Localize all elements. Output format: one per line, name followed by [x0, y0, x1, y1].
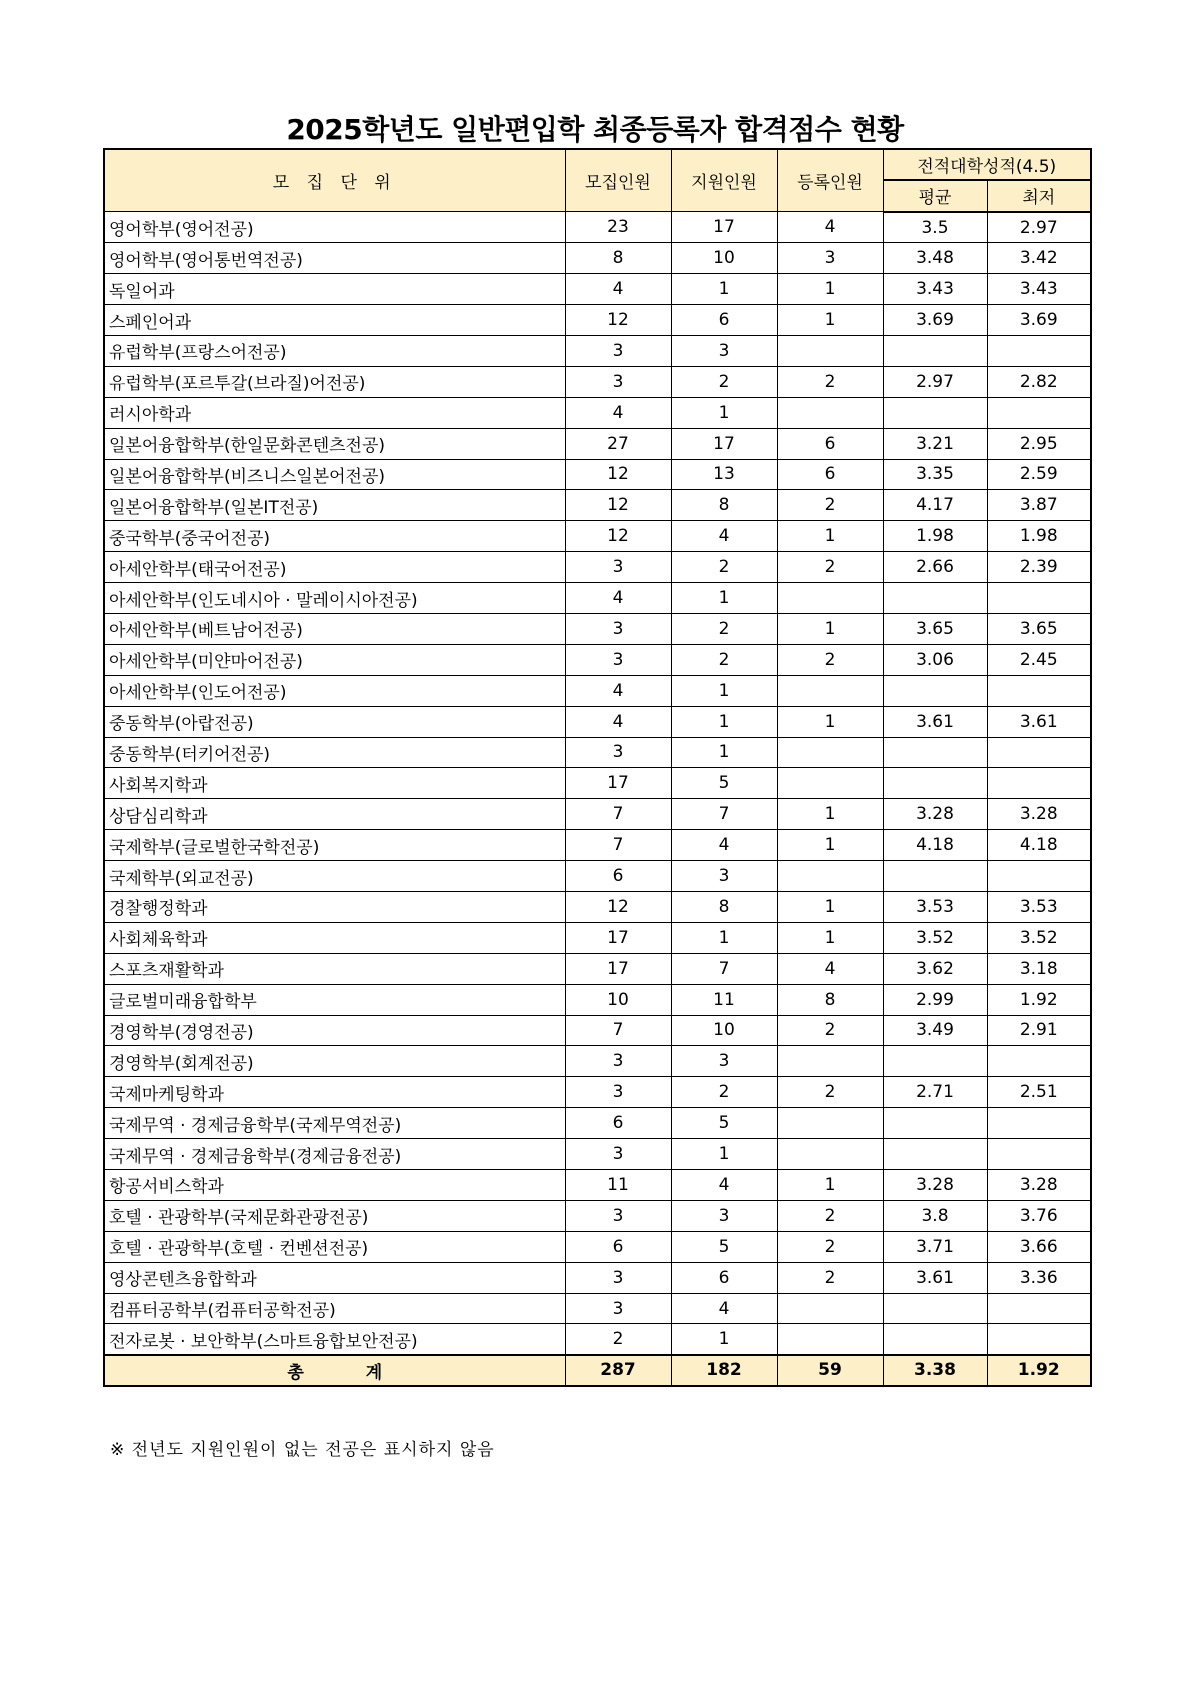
table-row [104, 366, 1091, 397]
cell-min [987, 737, 1091, 768]
cell-enrolled [777, 335, 883, 366]
table-row [104, 243, 1091, 274]
cell-enrolled: 1 [777, 613, 883, 644]
cell-unit-name: 국제마케팅학과 [104, 1077, 565, 1108]
cell-min: 3.87 [987, 490, 1091, 521]
cell-recruit: 3 [565, 1200, 671, 1231]
cell-enrolled [777, 861, 883, 892]
cell-recruit: 3 [565, 366, 671, 397]
cell-enrolled: 8 [777, 984, 883, 1015]
cell-enrolled: 1 [777, 799, 883, 830]
cell-unit-name: 러시아학과 [104, 397, 565, 428]
cell-enrolled: 2 [777, 366, 883, 397]
cell-unit-name: 컴퓨터공학부(컴퓨터공학전공) [104, 1293, 565, 1324]
table-header [104, 149, 1091, 212]
cell-applied: 5 [671, 1108, 777, 1139]
cell-enrolled: 2 [777, 1262, 883, 1293]
cell-min: 2.95 [987, 428, 1091, 459]
cell-unit-name: 중동학부(아랍전공) [104, 706, 565, 737]
cell-applied: 4 [671, 1170, 777, 1201]
cell-recruit: 11 [565, 1170, 671, 1201]
cell-applied: 3 [671, 1046, 777, 1077]
cell-min [987, 583, 1091, 614]
header-recruit: 모집인원 [565, 149, 671, 212]
cell-min: 2.82 [987, 366, 1091, 397]
cell-applied: 4 [671, 830, 777, 861]
cell-unit-name: 사회체육학과 [104, 922, 565, 953]
cell-applied: 3 [671, 335, 777, 366]
cell-recruit: 3 [565, 1262, 671, 1293]
cell-unit-name: 전자로봇 · 보안학부(스마트융합보안전공) [104, 1324, 565, 1355]
cell-recruit: 4 [565, 706, 671, 737]
cell-min [987, 675, 1091, 706]
cell-applied: 17 [671, 212, 777, 243]
cell-unit-name: 호텔 · 관광학부(호텔 · 컨벤션전공) [104, 1231, 565, 1262]
cell-recruit: 3 [565, 1139, 671, 1170]
cell-recruit: 17 [565, 768, 671, 799]
cell-min [987, 861, 1091, 892]
cell-applied: 1 [671, 922, 777, 953]
cell-unit-name: 아세안학부(인도네시아 · 말레이시아전공) [104, 583, 565, 614]
cell-avg: 3.53 [883, 891, 987, 922]
cell-unit-name: 일본어융합학부(비즈니스일본어전공) [104, 459, 565, 490]
header-applied: 지원인원 [671, 149, 777, 212]
cell-min [987, 1046, 1091, 1077]
cell-avg: 3.28 [883, 799, 987, 830]
cell-recruit: 23 [565, 212, 671, 243]
cell-avg: 3.43 [883, 274, 987, 305]
table-row [104, 1231, 1091, 1262]
table-row [104, 891, 1091, 922]
cell-recruit: 3 [565, 335, 671, 366]
cell-min: 3.53 [987, 891, 1091, 922]
cell-recruit: 12 [565, 305, 671, 336]
cell-applied: 1 [671, 274, 777, 305]
cell-applied: 10 [671, 1015, 777, 1046]
cell-avg: 3.71 [883, 1231, 987, 1262]
table-row [104, 459, 1091, 490]
header-gpa-group: 전적대학성적(4.5) [883, 149, 1091, 180]
cell-avg: 3.8 [883, 1200, 987, 1231]
table-row [104, 737, 1091, 768]
cell-unit-name: 스포츠재활학과 [104, 953, 565, 984]
cell-recruit: 3 [565, 1077, 671, 1108]
cell-recruit: 2 [565, 1324, 671, 1355]
cell-avg: 4.18 [883, 830, 987, 861]
cell-avg: 2.66 [883, 552, 987, 583]
header-avg: 평균 [883, 180, 987, 212]
cell-recruit: 17 [565, 922, 671, 953]
cell-avg: 2.99 [883, 984, 987, 1015]
cell-avg [883, 583, 987, 614]
cell-applied: 1 [671, 706, 777, 737]
cell-min: 3.18 [987, 953, 1091, 984]
cell-recruit: 4 [565, 274, 671, 305]
table-row [104, 768, 1091, 799]
cell-unit-name: 영어학부(영어전공) [104, 212, 565, 243]
total-recruit: 287 [565, 1355, 671, 1386]
cell-unit-name: 호텔 · 관광학부(국제문화관광전공) [104, 1200, 565, 1231]
cell-avg [883, 397, 987, 428]
cell-recruit: 7 [565, 830, 671, 861]
cell-applied: 4 [671, 521, 777, 552]
cell-avg [883, 1108, 987, 1139]
table-row [104, 613, 1091, 644]
cell-min: 2.91 [987, 1015, 1091, 1046]
cell-enrolled: 2 [777, 490, 883, 521]
cell-applied: 3 [671, 861, 777, 892]
header-min: 최저 [987, 180, 1091, 212]
cell-enrolled: 2 [777, 644, 883, 675]
cell-min [987, 397, 1091, 428]
cell-recruit: 3 [565, 613, 671, 644]
cell-enrolled: 1 [777, 891, 883, 922]
table-row [104, 583, 1091, 614]
table-row [104, 521, 1091, 552]
table-row [104, 644, 1091, 675]
total-enrolled: 59 [777, 1355, 883, 1386]
cell-enrolled: 1 [777, 521, 883, 552]
cell-applied: 1 [671, 1324, 777, 1355]
cell-avg: 3.65 [883, 613, 987, 644]
cell-enrolled [777, 675, 883, 706]
cell-avg [883, 1046, 987, 1077]
total-avg: 3.38 [883, 1355, 987, 1386]
cell-applied: 1 [671, 675, 777, 706]
cell-min [987, 768, 1091, 799]
cell-avg: 3.49 [883, 1015, 987, 1046]
cell-applied: 2 [671, 552, 777, 583]
cell-recruit: 3 [565, 737, 671, 768]
cell-applied: 2 [671, 366, 777, 397]
cell-avg [883, 1293, 987, 1324]
cell-applied: 3 [671, 1200, 777, 1231]
cell-avg: 2.97 [883, 366, 987, 397]
cell-min: 3.28 [987, 799, 1091, 830]
cell-unit-name: 영상콘텐츠융합학과 [104, 1262, 565, 1293]
cell-recruit: 7 [565, 799, 671, 830]
cell-avg: 3.61 [883, 1262, 987, 1293]
cell-avg: 3.48 [883, 243, 987, 274]
cell-min: 4.18 [987, 830, 1091, 861]
cell-recruit: 17 [565, 953, 671, 984]
cell-enrolled [777, 1324, 883, 1355]
table-row [104, 1139, 1091, 1170]
table-row [104, 274, 1091, 305]
table-row [104, 1108, 1091, 1139]
cell-min [987, 1324, 1091, 1355]
cell-unit-name: 일본어융합학부(한일문화콘텐츠전공) [104, 428, 565, 459]
cell-recruit: 27 [565, 428, 671, 459]
cell-applied: 4 [671, 1293, 777, 1324]
table-row [104, 830, 1091, 861]
total-applied: 182 [671, 1355, 777, 1386]
cell-recruit: 12 [565, 891, 671, 922]
cell-applied: 17 [671, 428, 777, 459]
cell-unit-name: 항공서비스학과 [104, 1170, 565, 1201]
cell-enrolled: 1 [777, 922, 883, 953]
cell-min: 3.28 [987, 1170, 1091, 1201]
cell-min: 3.69 [987, 305, 1091, 336]
cell-unit-name: 상담심리학과 [104, 799, 565, 830]
cell-recruit: 12 [565, 521, 671, 552]
cell-avg [883, 737, 987, 768]
header-unit: 모 집 단 위 [104, 149, 565, 212]
cell-unit-name: 국제학부(외교전공) [104, 861, 565, 892]
cell-applied: 2 [671, 613, 777, 644]
cell-unit-name: 글로벌미래융합학부 [104, 984, 565, 1015]
cell-min: 2.51 [987, 1077, 1091, 1108]
cell-recruit: 12 [565, 459, 671, 490]
table-row [104, 397, 1091, 428]
table-row [104, 922, 1091, 953]
cell-enrolled: 2 [777, 1015, 883, 1046]
cell-applied: 1 [671, 397, 777, 428]
cell-min: 2.45 [987, 644, 1091, 675]
cell-unit-name: 중동학부(터키어전공) [104, 737, 565, 768]
cell-unit-name: 유럽학부(포르투갈(브라질)어전공) [104, 366, 565, 397]
cell-applied: 7 [671, 953, 777, 984]
cell-enrolled: 3 [777, 243, 883, 274]
cell-applied: 8 [671, 891, 777, 922]
cell-unit-name: 경영학부(회계전공) [104, 1046, 565, 1077]
cell-recruit: 3 [565, 1046, 671, 1077]
cell-applied: 1 [671, 583, 777, 614]
table-body [104, 212, 1091, 1355]
cell-min [987, 1293, 1091, 1324]
cell-enrolled: 1 [777, 274, 883, 305]
cell-min: 3.43 [987, 274, 1091, 305]
cell-unit-name: 유럽학부(프랑스어전공) [104, 335, 565, 366]
cell-min: 3.66 [987, 1231, 1091, 1262]
cell-min: 3.36 [987, 1262, 1091, 1293]
cell-avg [883, 1139, 987, 1170]
cell-applied: 1 [671, 1139, 777, 1170]
cell-recruit: 6 [565, 1231, 671, 1262]
cell-recruit: 4 [565, 397, 671, 428]
cell-unit-name: 아세안학부(미얀마어전공) [104, 644, 565, 675]
table-row [104, 1324, 1091, 1355]
table-row [104, 1293, 1091, 1324]
cell-avg: 3.52 [883, 922, 987, 953]
cell-recruit: 3 [565, 1293, 671, 1324]
cell-min: 3.42 [987, 243, 1091, 274]
cell-avg: 3.35 [883, 459, 987, 490]
cell-avg: 3.5 [883, 212, 987, 243]
cell-applied: 10 [671, 243, 777, 274]
cell-avg: 4.17 [883, 490, 987, 521]
cell-applied: 13 [671, 459, 777, 490]
cell-min: 2.97 [987, 212, 1091, 243]
cell-unit-name: 중국학부(중국어전공) [104, 521, 565, 552]
cell-recruit: 4 [565, 675, 671, 706]
cell-applied: 2 [671, 644, 777, 675]
cell-unit-name: 아세안학부(태국어전공) [104, 552, 565, 583]
admission-score-table [103, 148, 1092, 1387]
cell-applied: 6 [671, 305, 777, 336]
cell-applied: 5 [671, 768, 777, 799]
table-row [104, 1200, 1091, 1231]
table-row [104, 428, 1091, 459]
cell-min: 3.52 [987, 922, 1091, 953]
cell-enrolled: 1 [777, 706, 883, 737]
cell-min [987, 1108, 1091, 1139]
cell-avg: 3.28 [883, 1170, 987, 1201]
cell-avg: 1.98 [883, 521, 987, 552]
cell-unit-name: 일본어융합학부(일본IT전공) [104, 490, 565, 521]
cell-applied: 5 [671, 1231, 777, 1262]
cell-applied: 7 [671, 799, 777, 830]
cell-recruit: 7 [565, 1015, 671, 1046]
table-row [104, 706, 1091, 737]
footnote: ※ 전년도 지원인원이 없는 전공은 표시하지 않음 [110, 1440, 495, 1460]
cell-enrolled: 1 [777, 830, 883, 861]
table-row [104, 799, 1091, 830]
cell-applied: 2 [671, 1077, 777, 1108]
table-row [104, 1046, 1091, 1077]
cell-min: 3.65 [987, 613, 1091, 644]
cell-min: 3.61 [987, 706, 1091, 737]
cell-avg: 3.62 [883, 953, 987, 984]
cell-enrolled [777, 1046, 883, 1077]
cell-unit-name: 사회복지학과 [104, 768, 565, 799]
cell-enrolled [777, 1108, 883, 1139]
cell-unit-name: 독일어과 [104, 274, 565, 305]
table-row [104, 953, 1091, 984]
cell-min [987, 1139, 1091, 1170]
table-row [104, 212, 1091, 243]
cell-recruit: 12 [565, 490, 671, 521]
table-row [104, 1077, 1091, 1108]
cell-unit-name: 경찰행정학과 [104, 891, 565, 922]
cell-recruit: 3 [565, 552, 671, 583]
cell-avg [883, 1324, 987, 1355]
cell-avg [883, 768, 987, 799]
cell-recruit: 6 [565, 861, 671, 892]
cell-applied: 8 [671, 490, 777, 521]
table-row [104, 675, 1091, 706]
cell-enrolled [777, 737, 883, 768]
cell-enrolled [777, 1139, 883, 1170]
table-row [104, 1262, 1091, 1293]
cell-min: 2.59 [987, 459, 1091, 490]
cell-min: 1.98 [987, 521, 1091, 552]
cell-applied: 1 [671, 737, 777, 768]
cell-unit-name: 국제학부(글로벌한국학전공) [104, 830, 565, 861]
cell-enrolled: 1 [777, 305, 883, 336]
cell-unit-name: 경영학부(경영전공) [104, 1015, 565, 1046]
cell-unit-name: 아세안학부(인도어전공) [104, 675, 565, 706]
cell-recruit: 3 [565, 644, 671, 675]
table-row [104, 552, 1091, 583]
cell-avg: 3.69 [883, 305, 987, 336]
cell-recruit: 4 [565, 583, 671, 614]
cell-recruit: 10 [565, 984, 671, 1015]
cell-avg: 3.06 [883, 644, 987, 675]
total-min: 1.92 [987, 1355, 1091, 1386]
cell-min: 3.76 [987, 1200, 1091, 1231]
cell-enrolled: 1 [777, 1170, 883, 1201]
cell-enrolled [777, 583, 883, 614]
cell-enrolled: 4 [777, 953, 883, 984]
cell-avg [883, 861, 987, 892]
cell-enrolled: 6 [777, 459, 883, 490]
cell-enrolled: 2 [777, 552, 883, 583]
table-row [104, 490, 1091, 521]
header-enrolled: 등록인원 [777, 149, 883, 212]
table-row [104, 335, 1091, 366]
cell-enrolled [777, 768, 883, 799]
table-row [104, 305, 1091, 336]
cell-min [987, 335, 1091, 366]
cell-enrolled: 6 [777, 428, 883, 459]
cell-avg: 2.71 [883, 1077, 987, 1108]
cell-enrolled: 2 [777, 1200, 883, 1231]
total-label: 총 계 [104, 1355, 565, 1386]
cell-min: 2.39 [987, 552, 1091, 583]
table-row [104, 984, 1091, 1015]
cell-unit-name: 영어학부(영어통번역전공) [104, 243, 565, 274]
table-row [104, 1015, 1091, 1046]
cell-avg [883, 335, 987, 366]
cell-avg: 3.61 [883, 706, 987, 737]
cell-enrolled [777, 397, 883, 428]
cell-avg: 3.21 [883, 428, 987, 459]
cell-applied: 6 [671, 1262, 777, 1293]
cell-enrolled: 4 [777, 212, 883, 243]
page-title: 2025학년도 일반편입학 최종등록자 합격점수 현황 [286, 113, 904, 146]
cell-enrolled [777, 1293, 883, 1324]
table-row [104, 1170, 1091, 1201]
cell-unit-name: 아세안학부(베트남어전공) [104, 613, 565, 644]
cell-min: 1.92 [987, 984, 1091, 1015]
cell-unit-name: 국제무역 · 경제금융학부(경제금융전공) [104, 1139, 565, 1170]
cell-unit-name: 국제무역 · 경제금융학부(국제무역전공) [104, 1108, 565, 1139]
cell-enrolled: 2 [777, 1077, 883, 1108]
cell-avg [883, 675, 987, 706]
table-total [104, 1355, 1091, 1386]
table-row [104, 861, 1091, 892]
cell-enrolled: 2 [777, 1231, 883, 1262]
cell-unit-name: 스페인어과 [104, 305, 565, 336]
cell-recruit: 6 [565, 1108, 671, 1139]
cell-recruit: 8 [565, 243, 671, 274]
cell-applied: 11 [671, 984, 777, 1015]
